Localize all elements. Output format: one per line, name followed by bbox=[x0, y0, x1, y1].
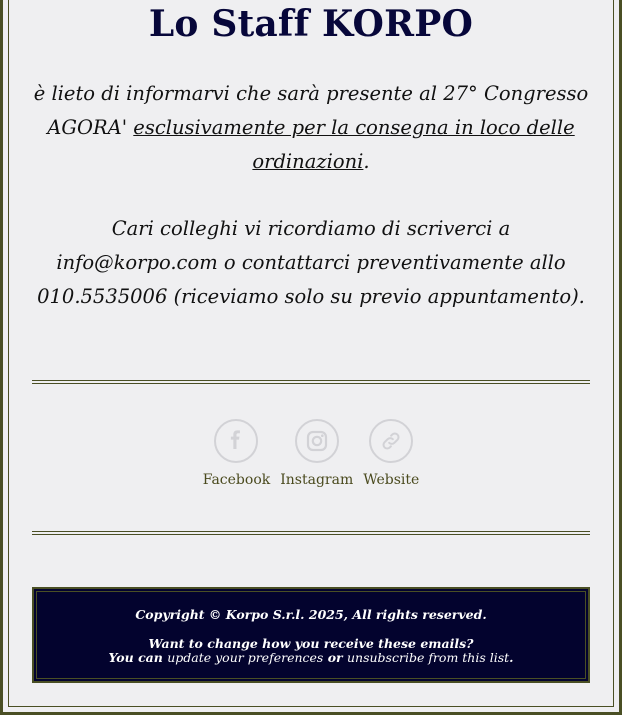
intro-period: . bbox=[363, 150, 370, 173]
footer bbox=[32, 587, 590, 683]
instagram-link[interactable] bbox=[280, 419, 353, 488]
website-label: Website bbox=[363, 472, 420, 488]
you-can-text: You can bbox=[108, 650, 168, 665]
instagram-icon bbox=[295, 419, 339, 463]
social-links bbox=[3, 419, 619, 488]
link-icon bbox=[369, 419, 413, 463]
intro-paragraph bbox=[33, 77, 589, 179]
website-link[interactable] bbox=[363, 419, 419, 488]
unsubscribe-link[interactable]: unsubscribe from this list bbox=[346, 650, 510, 665]
instagram-label: Instagram bbox=[280, 472, 354, 488]
preferences-line bbox=[34, 651, 588, 665]
facebook-icon bbox=[214, 419, 258, 463]
delivery-link[interactable]: esclusivamente per la consegna in loco delle ordinazioni bbox=[133, 116, 575, 173]
contact-paragraph: Cari colleghi vi ricordiamo di scriverci a info@korpo.com o contattarci preventivamente allo 010.5535006 (riceviamo solo su previo appuntamento). bbox=[37, 217, 585, 308]
update-preferences-link[interactable]: update your preferences bbox=[167, 650, 324, 665]
change-question: Want to change how you receive these emails? bbox=[148, 636, 474, 651]
divider-top bbox=[32, 380, 590, 384]
facebook-link[interactable] bbox=[203, 419, 271, 488]
divider-bottom bbox=[32, 531, 590, 535]
intro-text: è lieto di informarvi che sarà presente al 27° Congresso AGORA' bbox=[33, 82, 589, 139]
copyright-text: Copyright © Korpo S.r.l. 2025, All rights reserved. bbox=[135, 607, 487, 622]
email-preferences-text bbox=[34, 637, 588, 665]
page-title: Lo Staff KORPO bbox=[148, 3, 474, 45]
or-text: or bbox=[323, 650, 347, 665]
footer-period: . bbox=[509, 650, 514, 665]
facebook-label: Facebook bbox=[202, 472, 271, 488]
